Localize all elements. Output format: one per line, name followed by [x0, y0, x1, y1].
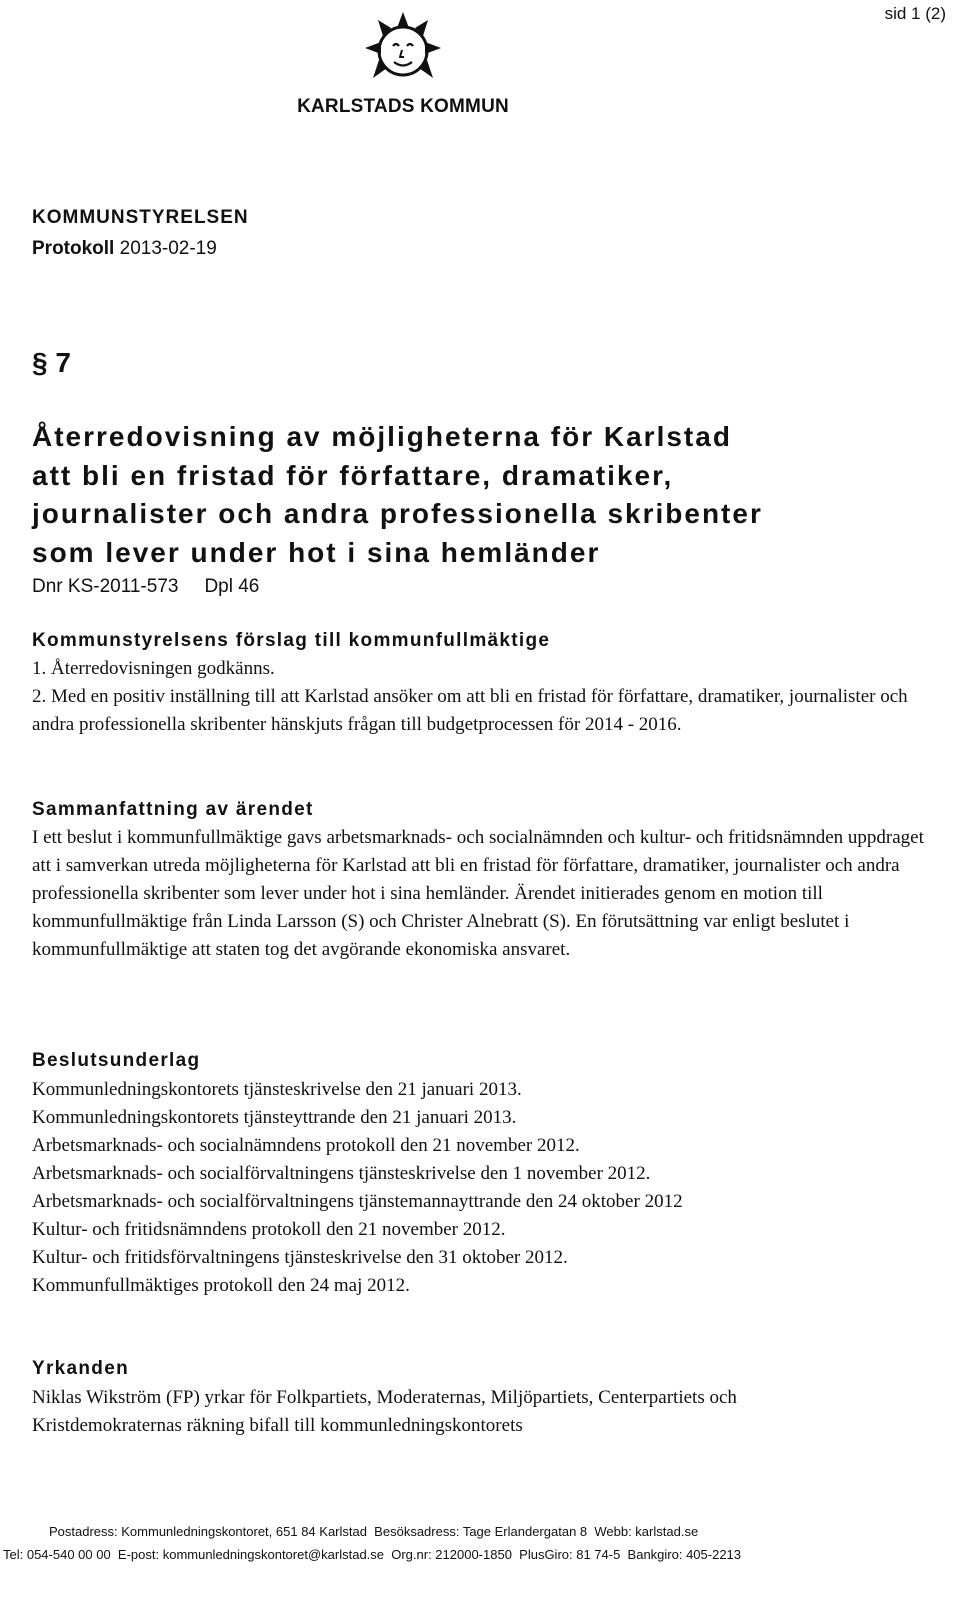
- basis-item: Kommunledningskontorets tjänsteyttrande den 21 januari 2013.: [32, 1107, 517, 1128]
- protocol-date: 2013-02-19: [119, 238, 217, 259]
- summary-heading: Sammanfattning av ärendet: [32, 799, 314, 820]
- protocol-line: [32, 238, 217, 260]
- basis-item: Kommunledningskontorets tjänsteskrivelse den 21 januari 2013.: [32, 1079, 522, 1100]
- section-mark: § 7: [32, 347, 71, 378]
- proposal-item: 2. Med en positiv inställning till att Karlstad ansöker om att bli en fristad för författare, dramatiker, journalister och andra professionella skribenter hänskjuts frågan till budgetprocessen för 2014 - 2016.: [32, 686, 908, 735]
- proposal-item: 1. Återredovisningen godkänns.: [32, 658, 275, 679]
- basis-item: Arbetsmarknads- och socialförvaltningens tjänstemannayttrande den 24 oktober 2012: [32, 1191, 683, 1212]
- claims-heading: Yrkanden: [32, 1358, 129, 1379]
- title-line: Återredovisning av möjligheterna för Karlstad: [32, 421, 732, 452]
- dnr-number: Dnr KS-2011-573: [32, 576, 179, 597]
- basis-item: Kommunfullmäktiges protokoll den 24 maj 2012.: [32, 1275, 410, 1296]
- claims-text: Niklas Wikström (FP) yrkar för Folkpartiets, Moderaternas, Miljöpartiets, Centerpartiets och Kristdemokraternas räkning bifall till kommunledningskontorets: [32, 1387, 737, 1436]
- basis-item: Kultur- och fritidsnämndens protokoll den 21 november 2012.: [32, 1219, 506, 1240]
- basis-heading: Beslutsunderlag: [32, 1050, 201, 1071]
- title-line: att bli en fristad för författare, dramatiker,: [32, 459, 674, 491]
- document-title: [32, 418, 932, 572]
- basis-item: Kultur- och fritidsförvaltningens tjänsteskrivelse den 31 oktober 2012.: [32, 1247, 568, 1268]
- sun-icon: [353, 6, 453, 98]
- basis-item: Arbetsmarknads- och socialförvaltningens tjänsteskrivelse den 1 november 2012.: [32, 1163, 651, 1184]
- basis-list: [32, 1076, 932, 1300]
- proposal-heading: Kommunstyrelsens förslag till kommunfullmäktige: [32, 630, 551, 651]
- dpl-number: Dpl 46: [204, 576, 260, 597]
- page-number: sid 1 (2): [884, 4, 946, 23]
- karlstad-logo: [283, 6, 523, 124]
- title-line: journalister och andra professionella skribenter: [32, 498, 763, 529]
- footer-address: Postadress: Kommunledningskontoret, 651 84 Karlstad Besöksadress: Tage Erlandergatan 8 Webb: karlstad.se: [49, 1524, 699, 1539]
- proposal-list: [32, 655, 932, 739]
- summary-text: I ett beslut i kommunfullmäktige gavs arbetsmarknads- och socialnämnden och kultur- och fritidsnämnden uppdraget att i samverkan utreda möjligheterna för Karlstad att bli en fristad för författare, dramatiker, journalister och andra professionella skribenter som lever under hot i sina hemländer. Ärendet initierades genom en motion till kommunfullmäktige från Linda Larsson (S) och Christer Alnebratt (S). En förutsättning var enligt beslutet i kommunfullmäktige att staten tog det avgörande ekonomiska ansvaret.: [32, 827, 924, 960]
- org-name: KOMMUNSTYRELSEN: [32, 207, 249, 228]
- protocol-label: Protokoll: [32, 238, 115, 259]
- reference-line: [32, 576, 259, 598]
- basis-item: Arbetsmarknads- och socialnämndens protokoll den 21 november 2012.: [32, 1135, 580, 1156]
- footer-contact: Tel: 054-540 00 00 E-post: kommunledningskontoret@karlstad.se Org.nr: 212000-1850 PlusGiro: 81 74-5 Bankgiro: 405-2213: [3, 1547, 742, 1562]
- logo-text: KARLSTADS KOMMUN: [297, 96, 509, 117]
- title-line: som lever under hot i sina hemländer: [32, 536, 601, 568]
